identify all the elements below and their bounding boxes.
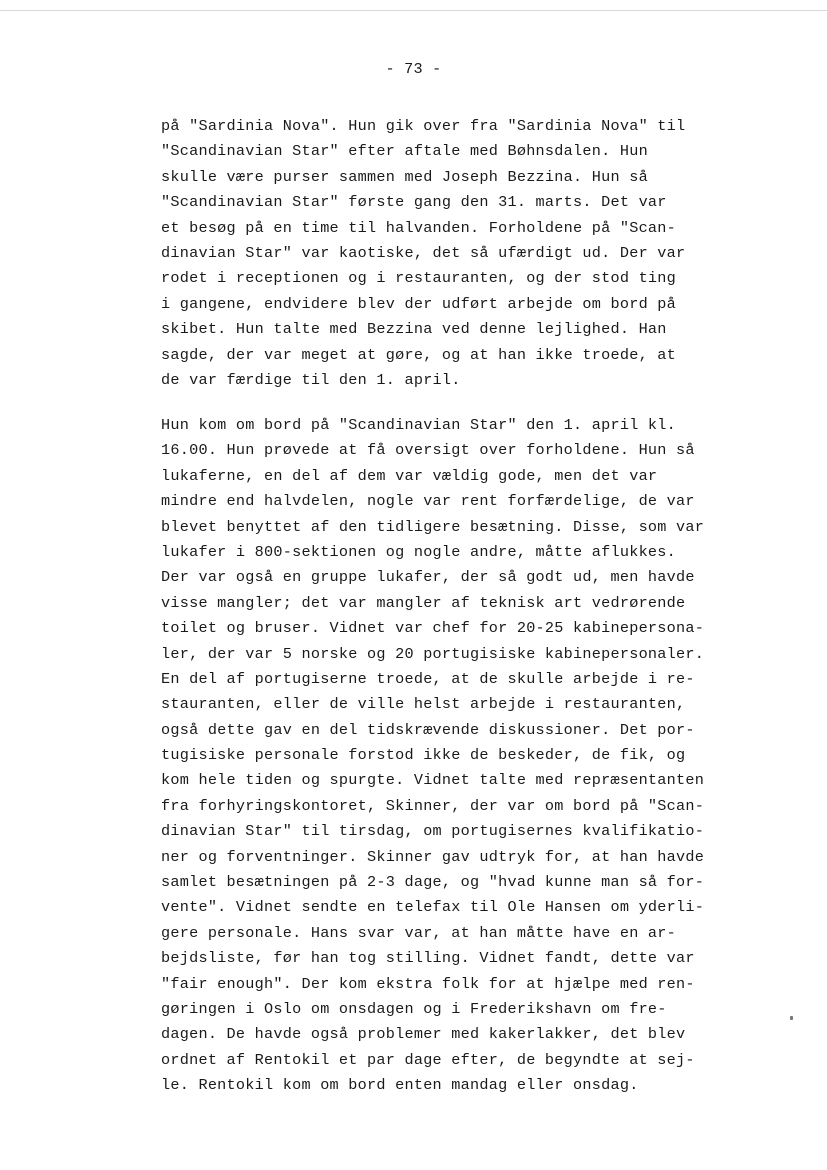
text-line: også dette gav en del tidskrævende diskussioner. Det por-: [161, 720, 695, 739]
text-line: samlet besætningen på 2-3 dage, og "hvad kunne man så for-: [161, 873, 705, 892]
text-line: stauranten, eller de ville helst arbejde i restauranten,: [161, 695, 686, 714]
text-line: toilet og bruser. Vidnet var chef for 20-25 kabinepersona-: [161, 619, 705, 638]
text-line: gere personale. Hans svar var, at han måtte have en ar-: [161, 923, 677, 942]
text-line: på "Sardinia Nova". Hun gik over fra "Sardinia Nova" til: [161, 117, 686, 135]
text-line: kom hele tiden og spurgte. Vidnet talte med repræsentanten: [161, 771, 705, 790]
text-line: rodet i receptionen og i restauranten, og der stod ting: [161, 269, 677, 288]
text-line: et besøg på en time til halvanden. Forholdene på "Scan-: [161, 218, 677, 237]
text-line: ler, der var 5 norske og 20 portugisiske kabinepersonaler.: [161, 644, 705, 663]
text-line: "Scandinavian Star" efter aftale med Bøhnsdalen. Hun: [161, 142, 648, 161]
text-line: visse mangler; det var mangler af teknisk art vedrørende: [161, 593, 686, 612]
text-line: vente". Vidnet sendte en telefax til Ole Hansen om yderli-: [161, 898, 705, 917]
text-line: sagde, der var meget at gøre, og at han ikke troede, at: [161, 345, 677, 364]
text-line: dinavian Star" var kaotiske, det så ufærdigt ud. Der var: [161, 243, 686, 262]
text-line: i gangene, endvidere blev der udført arbejde om bord på: [161, 294, 677, 313]
page-number: - 73 -: [385, 60, 442, 78]
text-line: Der var også en gruppe lukafer, der så godt ud, men havde: [161, 568, 695, 587]
text-line: skulle være purser sammen med Joseph Bezzina. Hun så: [161, 167, 648, 186]
text-line: 16.00. Hun prøvede at få oversigt over forholdene. Hun så: [161, 441, 695, 460]
text-line: "Scandinavian Star" første gang den 31. marts. Det var: [161, 193, 667, 212]
scan-edge-line: [0, 10, 827, 11]
text-line: lukaferne, en del af dem var vældig gode, men det var: [161, 466, 658, 485]
text-line: dagen. De havde også problemer med kakerlakker, det blev: [161, 1025, 686, 1044]
text-line: mindre end halvdelen, nogle var rent forfærdelige, de var: [161, 492, 695, 511]
text-line: Hun kom om bord på "Scandinavian Star" den 1. april kl.: [161, 416, 677, 434]
text-line: lukafer i 800-sektionen og nogle andre, måtte aflukkes.: [161, 542, 677, 561]
scan-speck: [790, 1016, 793, 1020]
paragraph-1: [161, 114, 801, 393]
text-line: dinavian Star" til tirsdag, om portugisernes kvalifikatio-: [161, 822, 705, 841]
text-line: En del af portugiserne troede, at de skulle arbejde i re-: [161, 669, 695, 688]
paragraph-2: [161, 413, 801, 1099]
text-line: de var færdige til den 1. april.: [161, 370, 461, 389]
text-line: fra forhyringskontoret, Skinner, der var om bord på "Scan-: [161, 796, 705, 815]
text-line: skibet. Hun talte med Bezzina ved denne lejlighed. Han: [161, 320, 667, 339]
text-line: tugisiske personale forstod ikke de beskeder, de fik, og: [161, 746, 686, 765]
text-line: "fair enough". Der kom ekstra folk for at hjælpe med ren-: [161, 974, 695, 993]
text-line: ordnet af Rentokil et par dage efter, de begyndte at sej-: [161, 1050, 695, 1069]
text-line: le. Rentokil kom om bord enten mandag eller onsdag.: [161, 1076, 639, 1095]
text-line: gøringen i Oslo om onsdagen og i Frederikshavn om fre-: [161, 999, 667, 1018]
text-line: bejdsliste, før han tog stilling. Vidnet fandt, dette var: [161, 949, 695, 968]
text-line: blevet benyttet af den tidligere besætning. Disse, som var: [161, 517, 705, 536]
text-line: ner og forventninger. Skinner gav udtryk for, at han havde: [161, 847, 705, 866]
